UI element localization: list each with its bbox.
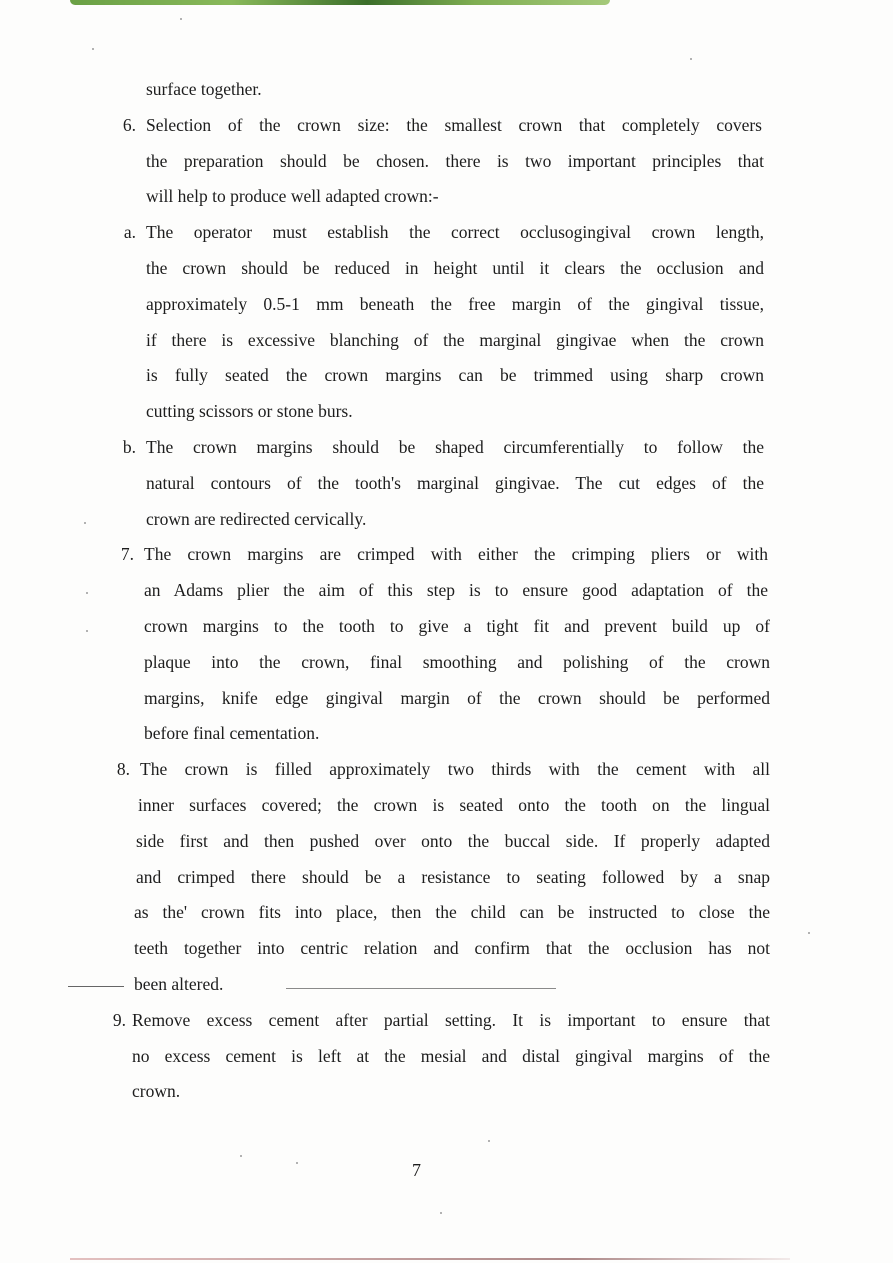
list-item-8: [100, 752, 790, 788]
list-item-a: [100, 215, 790, 251]
scan-speck: [488, 1140, 490, 1142]
item-letter: b.: [122, 436, 136, 457]
scan-speck: [92, 48, 94, 50]
text-line: plaque into the crown, final smoothing and polishing of the crown: [144, 651, 770, 672]
list-item-b: [100, 430, 790, 466]
text-line: no excess cement is left at the mesial and distal gingival margins of the: [132, 1045, 770, 1066]
page-body: [100, 72, 790, 1110]
item-number: 6.: [122, 114, 136, 135]
text-line: will help to produce well adapted crown:-: [146, 186, 439, 207]
text-line: is fully seated the crown margins can be trimmed using sharp crown: [146, 365, 764, 386]
text-line: The operator must establish the correct occlusogingival crown length,: [146, 222, 764, 243]
item-letter: a.: [123, 222, 136, 243]
text-line: cutting scissors or stone burs.: [146, 401, 353, 422]
scan-speck: [86, 592, 88, 594]
text-line: approximately 0.5-1 mm beneath the free margin of the gingival tissue,: [146, 293, 764, 314]
list-item-6: [100, 108, 790, 144]
text-line: crown margins to the tooth to give a tight fit and prevent build up of: [144, 615, 770, 636]
text-line: Selection of the crown size: the smallest crown that completely covers: [146, 114, 762, 135]
text-line: Remove excess cement after partial setting. It is important to ensure that: [132, 1009, 770, 1030]
scan-artifact-line: [286, 988, 556, 989]
text-line: the crown should be reduced in height until it clears the occlusion and: [146, 257, 764, 278]
text-line: an Adams plier the aim of this step is to ensure good adaptation of the: [144, 580, 768, 601]
text-line: The crown margins are crimped with either the crimping pliers or with: [144, 544, 768, 565]
scan-speck: [180, 18, 182, 20]
scan-speck: [440, 1212, 442, 1214]
text-line: natural contours of the tooth's marginal gingivae. The cut edges of the: [146, 472, 764, 493]
page-number: 7: [412, 1160, 421, 1180]
text-line: if there is excessive blanching of the marginal gingivae when the crown: [146, 329, 764, 350]
text-line: and crimped there should be a resistance to seating followed by a snap: [136, 866, 770, 887]
text-line: been altered.: [134, 973, 224, 994]
list-item-7: [100, 537, 790, 573]
list-item-9: [100, 1003, 790, 1039]
scan-speck: [240, 1155, 242, 1157]
text-line: teeth together into centric relation and confirm that the occlusion has not: [134, 938, 770, 959]
scan-artifact-line: [68, 986, 124, 987]
scan-speck: [808, 932, 810, 934]
top-decorative-band: [70, 0, 610, 5]
scan-speck: [690, 58, 692, 60]
text-line: inner surfaces covered; the crown is seated onto the tooth on the lingual: [138, 794, 770, 815]
text-line: before final cementation.: [144, 723, 320, 744]
text-line: margins, knife edge gingival margin of the crown should be performed: [144, 687, 770, 708]
scan-speck: [86, 630, 88, 632]
item-number: 7.: [120, 544, 134, 565]
text-line: the preparation should be chosen. there is two important principles that: [146, 150, 764, 171]
text-line: as the' crown fits into place, then the child can be instructed to close the: [134, 902, 770, 923]
text-line: The crown is filled approximately two thirds with the cement with all: [140, 759, 770, 780]
text-line: surface together.: [146, 79, 262, 99]
bottom-border-line: [70, 1258, 790, 1260]
text-line: crown.: [132, 1081, 181, 1102]
item-number: 9.: [112, 1009, 126, 1030]
text-line: crown are redirected cervically.: [146, 508, 367, 529]
item-number: 8.: [116, 759, 130, 780]
text-line: The crown margins should be shaped circumferentially to follow the: [146, 436, 764, 457]
scan-speck: [84, 522, 86, 524]
scan-speck: [296, 1162, 298, 1164]
text-line: side first and then pushed over onto the buccal side. If properly adapted: [136, 830, 770, 851]
